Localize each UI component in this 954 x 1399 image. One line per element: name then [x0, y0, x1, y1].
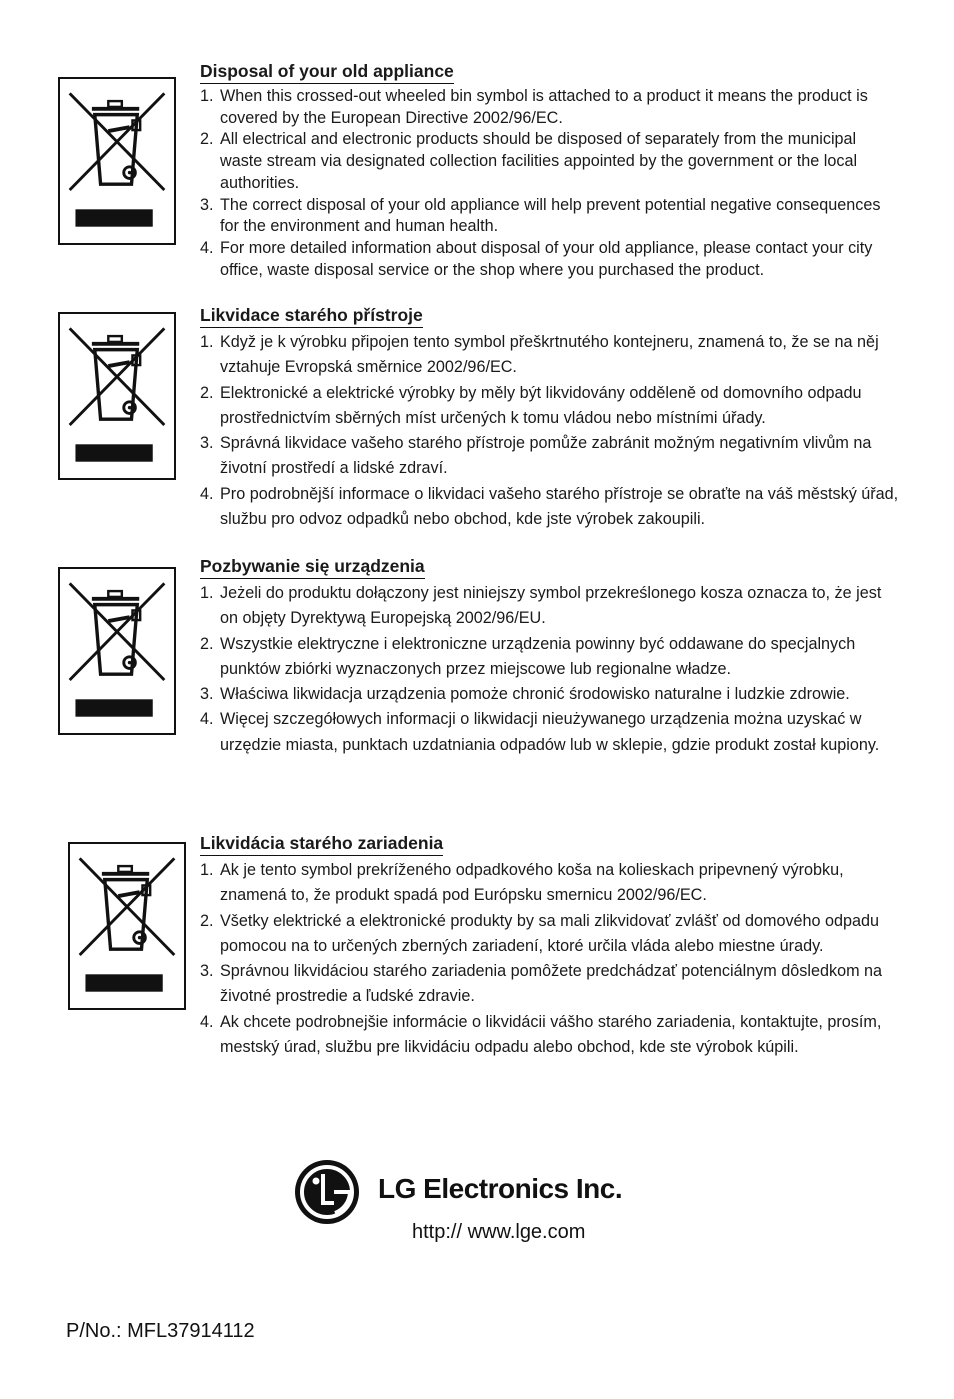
list-item: 4. Pro podrobnější informace o likvidaci vašeho starého přístroje se obraťte na váš městský úřad, službu pro odvoz odpadků nebo obchod, kde jste výrobek zakoupili.: [200, 484, 899, 529]
crossed-out-wheeled-bin-icon: [58, 312, 176, 480]
section-heading: Likvidácia starého zariadenia: [200, 833, 443, 856]
section-heading: Disposal of your old appliance: [200, 61, 454, 84]
list-item: 1. Když je k výrobku připojen tento symbol přeškrtnutého kontejneru, znamená to, že se na něj vztahuje Evropská směrnice 2002/96/EC.: [200, 333, 879, 377]
crossed-out-wheeled-bin-icon: [58, 77, 176, 245]
list-item: 1. Jeżeli do produktu dołączony jest niniejszy symbol przekreślonego kosza oznacza to, że jest on objęty Dyrektywą Europejską 2002/96/EU.: [200, 584, 882, 628]
disposal-list: [200, 330, 900, 532]
list-item: 2. Wszystkie elektryczne i elektroniczne urządzenia powinny być oddawane do specjalnych punktów zbiórki wyznaczonych przez miejscowe lub regionalne władze.: [200, 634, 856, 678]
list-item: 3. Správná likvidace vašeho starého přístroje pomůže zabránit možným negativním vlivům na životní prostředí a lidské zdraví.: [200, 434, 872, 478]
section-heading: Pozbywanie się urządzenia: [200, 556, 425, 579]
list-item: 4. Ak chcete podrobnejšie informácie o likvidácii vášho starého zariadenia, kontaktujte, prosím, mestský úrad, službu pre likvidáciu odpadu alebo obchod, kde ste výrobok kúpili.: [200, 1012, 882, 1057]
list-item: 2. Elektronické a elektrické výrobky by měly být likvidovány odděleně od domovního odpadu prostřednictvím sběrných míst určených k tomu vládou nebo místními úřady.: [200, 383, 862, 427]
disposal-list: [200, 858, 900, 1060]
crossed-out-wheeled-bin-icon: [58, 567, 176, 735]
list-item: 4. For more detailed information about disposal of your old appliance, please contact your city office, waste disposal service or the shop where you purchased the product.: [200, 238, 873, 279]
lg-logo: [294, 1159, 674, 1229]
list-item: 4. Więcej szczegółowych informacji o likwidacji nieużywanego urządzenia można uzyskać w urzędzie miasta, punktach uzdatniania odpadów lub w sklepie, gdzie produkt został kupiony.: [200, 710, 880, 754]
crossed-out-wheeled-bin-icon: [68, 842, 186, 1010]
company-name: LG Electronics Inc.: [378, 1173, 623, 1204]
part-number: P/No.: MFL37914112: [66, 1320, 255, 1342]
list-item: 2. All electrical and electronic products should be disposed of separately from the municipal waste stream via designated collection facilities appointed by the government or the local authorities.: [200, 130, 858, 192]
lg-logo-icon: [294, 1159, 360, 1225]
disposal-list: [200, 86, 900, 281]
section-heading: Likvidace starého přístroje: [200, 305, 423, 328]
list-item: 3. Właściwa likwidacja urządzenia pomoże chronić środowisko naturalne i ludzkie zdrowie.: [200, 685, 850, 704]
list-item: 1. Ak je tento symbol prekríženého odpadkového koša na kolieskach pripevnený výrobku, znamená to, že produkt spadá pod Európsku smernicu 2002/96/EC.: [200, 861, 844, 905]
list-item: 1. When this crossed-out wheeled bin symbol is attached to a product it means the product is covered by the European Directive 2002/96/EC.: [200, 87, 868, 127]
list-item: 3. The correct disposal of your old appliance will help prevent potential negative consequences for the environment and human health.: [200, 195, 881, 236]
disposal-list: [200, 581, 900, 758]
website-url: http:// www.lge.com: [412, 1221, 586, 1243]
list-item: 3. Správnou likvidáciou starého zariadenia pomôžete predchádzať potenciálnym dôsledkom na životné prostredie a ľudské zdravie.: [200, 962, 883, 1006]
list-item: 2. Všetky elektrické a elektronické produkty by sa mali zlikvidovať zvlášť od domového odpadu pomocou na to určených zberných zariadení, ktoré určila vláda alebo miestne úrady.: [200, 911, 880, 955]
